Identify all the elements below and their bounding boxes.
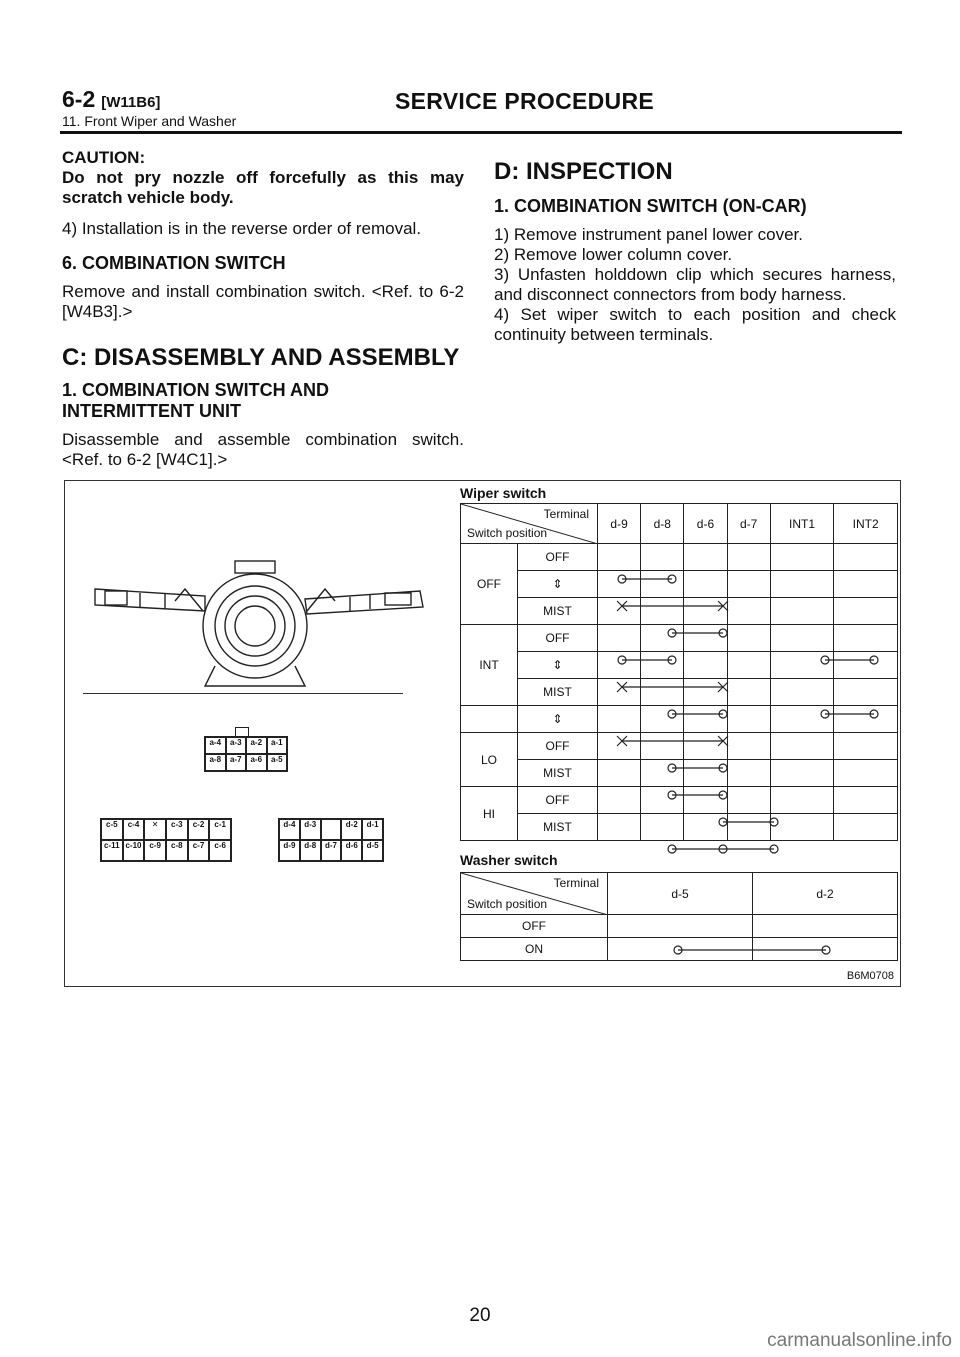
- pin: d-3: [300, 819, 321, 840]
- wash-arrow-icon: ⇕: [518, 652, 598, 679]
- wash-arrow-icon: ⇕: [518, 706, 598, 733]
- connector-a: [204, 736, 288, 772]
- terminal-header: d-2: [753, 873, 898, 915]
- right-lighting-stalk: [305, 591, 423, 614]
- terminal-header: d-8: [641, 504, 684, 544]
- sub-cell: MIST: [518, 598, 598, 625]
- terminal-header: d-5: [608, 873, 753, 915]
- sub-cell: OFF: [518, 544, 598, 571]
- pin: c-4: [123, 819, 145, 840]
- terminal-header: INT1: [770, 504, 834, 544]
- pin-blank: ✕: [144, 819, 166, 840]
- pin: d-8: [300, 840, 321, 861]
- terminal-header: d-6: [684, 504, 727, 544]
- heading-on-car: 1. COMBINATION SWITCH (ON-CAR): [494, 196, 807, 216]
- separator-line: [83, 693, 403, 694]
- washer-position: OFF: [461, 915, 608, 938]
- group-cell: INT: [461, 625, 518, 706]
- disassembly-text: Disassemble and assemble combination switch. <Ref. to 6-2 [W4C1].>: [62, 430, 464, 469]
- page-subtitle: 11. Front Wiper and Washer: [62, 113, 237, 129]
- pin: a-4: [205, 737, 226, 754]
- caution-title: CAUTION:: [62, 148, 146, 167]
- pin: d-2: [341, 819, 362, 840]
- pin: a-6: [246, 754, 267, 771]
- terminal-label: Terminal: [553, 876, 599, 890]
- heading-disassembly: C: DISASSEMBLY AND ASSEMBLY: [62, 344, 460, 371]
- pin: a-3: [226, 737, 247, 754]
- switch-position-label: Switch position: [467, 526, 548, 540]
- inspection-step-3: 3) Unfasten holddown clip which secures harness, and disconnect connectors from body harness.: [494, 265, 896, 304]
- left-column: [62, 148, 464, 470]
- group-cell: LO: [461, 733, 518, 787]
- section-code: [W11B6]: [101, 94, 161, 111]
- page-header-left: [62, 86, 160, 113]
- pin: a-7: [226, 754, 247, 771]
- washer-continuity-overlay: [460, 872, 898, 964]
- switch-body: [175, 561, 335, 686]
- figure-code: B6M0708: [846, 970, 894, 982]
- page-title: SERVICE PROCEDURE: [395, 88, 655, 114]
- wiper-switch-label: Wiper switch: [460, 485, 547, 501]
- sub-cell: MIST: [518, 679, 598, 706]
- header-rule: [60, 131, 902, 134]
- wash-arrow-icon: ⇕: [518, 571, 598, 598]
- pin: d-9: [279, 840, 300, 861]
- pin: a-2: [246, 737, 267, 754]
- right-column: [494, 148, 896, 345]
- pin: d-7: [321, 840, 342, 861]
- terminal-header: d-9: [598, 504, 641, 544]
- combination-switch-drawing: [85, 541, 435, 701]
- section-number: 6-2: [62, 86, 96, 112]
- pin: a-1: [267, 737, 288, 754]
- terminal-label: Terminal: [543, 507, 589, 521]
- group-cell: OFF: [461, 544, 518, 625]
- pin: d-6: [341, 840, 362, 861]
- pin: c-2: [188, 819, 210, 840]
- pin-blank: [321, 819, 342, 840]
- step-4: 4) Installation is in the reverse order of removal.: [62, 219, 422, 238]
- pin: c-11: [101, 840, 123, 861]
- pin: c-8: [166, 840, 188, 861]
- pin: c-10: [123, 840, 145, 861]
- inspection-step-4: 4) Set wiper switch to each position and check continuity between terminals.: [494, 305, 896, 344]
- connector-c-grid: [101, 819, 231, 861]
- terminal-header: INT2: [834, 504, 898, 544]
- inspection-step-1: 1) Remove instrument panel lower cover.: [494, 225, 803, 244]
- washer-switch-label: Washer switch: [460, 852, 558, 868]
- heading-combination-switch: 6. COMBINATION SWITCH: [62, 253, 286, 273]
- pin: d-5: [362, 840, 383, 861]
- pin: d-4: [279, 819, 300, 840]
- sub-cell: MIST: [518, 814, 598, 841]
- pin: c-9: [144, 840, 166, 861]
- washer-position: ON: [461, 938, 608, 961]
- pin: c-7: [188, 840, 210, 861]
- sub-cell: OFF: [518, 625, 598, 652]
- pin: c-3: [166, 819, 188, 840]
- switch-position-label: Switch position: [467, 897, 548, 911]
- pin: c-6: [209, 840, 231, 861]
- pin: c-1: [209, 819, 231, 840]
- wiper-continuity-overlay-hi-mist: [460, 503, 898, 863]
- continuity-link: [674, 946, 830, 954]
- sub-cell: OFF: [518, 787, 598, 814]
- sub-cell: OFF: [518, 733, 598, 760]
- pin: d-1: [362, 819, 383, 840]
- page-number: 20: [469, 1305, 491, 1326]
- figure-box: [64, 480, 901, 987]
- connector-d: [278, 818, 384, 862]
- combination-switch-text: Remove and install combination switch. <Ref. to 6-2 [W4B3].>: [62, 282, 464, 321]
- connector-a-grid: [205, 737, 287, 771]
- connector-c: [100, 818, 232, 862]
- watermark: carmanualsonline.info: [767, 1330, 952, 1351]
- sub-cell: MIST: [518, 760, 598, 787]
- heading-intermittent-unit: 1. COMBINATION SWITCH AND INTERMITTENT UNIT: [62, 380, 329, 421]
- inspection-step-2: 2) Remove lower column cover.: [494, 245, 733, 264]
- heading-inspection: D: INSPECTION: [494, 158, 673, 185]
- pin: a-5: [267, 754, 288, 771]
- terminal-header: d-7: [727, 504, 770, 544]
- caution-body: Do not pry nozzle off forcefully as this may scratch vehicle body.: [62, 168, 464, 207]
- pin: c-5: [101, 819, 123, 840]
- group-cell: HI: [461, 787, 518, 841]
- connector-a-latch: [235, 727, 249, 736]
- pin: a-8: [205, 754, 226, 771]
- continuity-link: [668, 845, 778, 853]
- connector-d-grid: [279, 819, 383, 861]
